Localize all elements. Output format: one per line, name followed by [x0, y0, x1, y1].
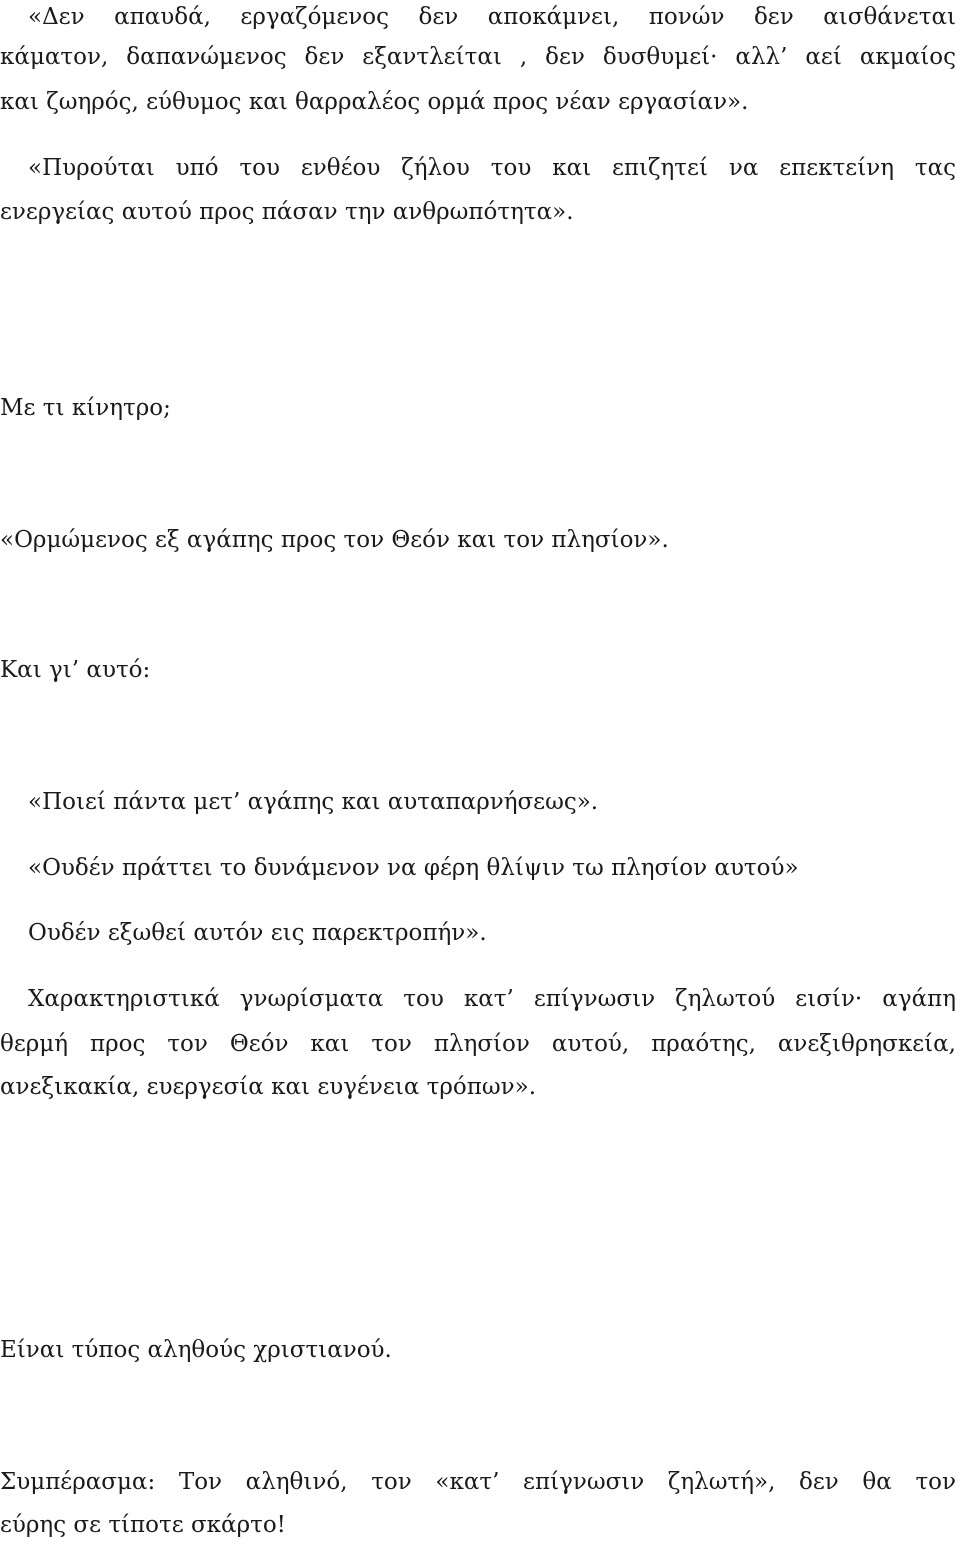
paragraph-line: ενεργείας αυτού προς πάσαν την ανθρωπότητα». — [0, 199, 574, 225]
paragraph-line: «Πυρούται υπό του ενθέου ζήλου του και επιζητεί να επεκτείνη τας — [28, 155, 956, 181]
paragraph-line: «Δεν απαυδά, εργαζόμενος δεν αποκάμνει, πονών δεν αισθάνεται — [28, 4, 956, 30]
paragraph-line: Με τι κίνητρο; — [0, 395, 171, 421]
paragraph-line: και ζωηρός, εύθυμος και θαρραλέος ορμά προς νέαν εργασίαν». — [0, 89, 749, 115]
paragraph-line: «Ουδέν πράττει το δυνάμενον να φέρη θλίψιν τω πλησίον αυτού» — [28, 855, 799, 881]
paragraph-line: Χαρακτηριστικά γνωρίσματα του κατ’ επίγνωσιν ζηλωτού εισίν· αγάπη — [28, 986, 956, 1012]
paragraph-line: Είναι τύπος αληθούς χριστιανού. — [0, 1337, 392, 1363]
paragraph-line: Ουδέν εξωθεί αυτόν εις παρεκτροπήν». — [28, 920, 487, 946]
paragraph-line: «Ορμώμενος εξ αγάπης προς τον Θεόν και τον πλησίον». — [0, 527, 669, 553]
paragraph-line: ανεξικακία, ευεργεσία και ευγένεια τρόπων». — [0, 1074, 537, 1100]
paragraph-line: εύρης σε τίποτε σκάρτο! — [0, 1512, 286, 1538]
paragraph-line: Συμπέρασμα: Τον αληθινό, τον «κατ’ επίγνωσιν ζηλωτή», δεν θα τον — [0, 1469, 956, 1495]
paragraph-line: «Ποιεί πάντα μετ’ αγάπης και αυταπαρνήσεως». — [28, 789, 599, 815]
paragraph-line: κάματον, δαπανώμενος δεν εξαντλείται , δεν δυσθυμεί· αλλ’ αεί ακμαίος — [0, 44, 956, 70]
paragraph-line: θερμή προς τον Θεόν και τον πλησίον αυτού, πραότης, ανεξιθρησκεία, — [0, 1031, 956, 1057]
paragraph-line: Και γι’ αυτό: — [0, 657, 151, 683]
